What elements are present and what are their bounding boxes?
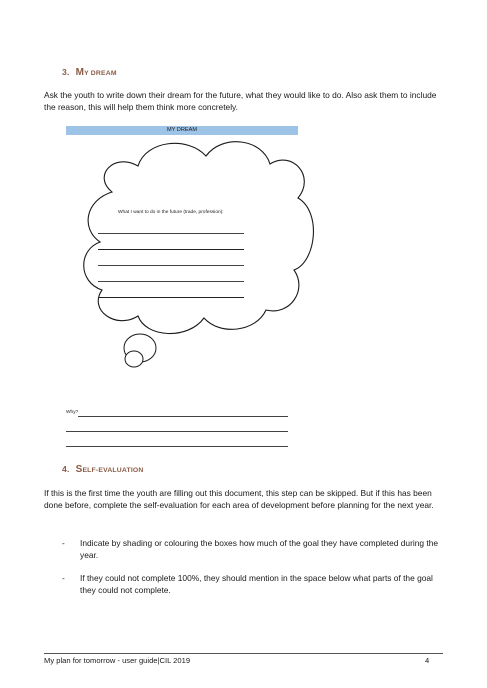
why-answer-line[interactable]	[66, 431, 288, 432]
footer-divider	[44, 653, 443, 654]
section-3-paragraph: Ask the youth to write down their dream for the future, what they would like to do. Also ask them to include the reason, this will help them think more concretely.	[44, 90, 437, 113]
why-answer-line[interactable]	[78, 416, 288, 417]
section-4-title-rest: ELF-EVALUATION	[82, 467, 144, 474]
why-label: Why?	[66, 410, 79, 415]
section-3-title-rest: Y DREAM	[84, 70, 117, 77]
section-4-title-initial: S	[75, 464, 83, 475]
dream-answer-line[interactable]	[98, 297, 244, 298]
dream-answer-line[interactable]	[98, 265, 244, 266]
dream-answer-line[interactable]	[98, 233, 244, 234]
section-3-number: 3.	[62, 67, 70, 77]
footer-title: My plan for tomorrow - user guide|CIL 2019	[44, 656, 191, 665]
thought-cloud-outline	[84, 142, 314, 334]
my-dream-banner: MY DREAM	[66, 126, 298, 135]
bullet-text: If they could not complete 100%, they should mention in the space below what parts of the goal they could not complete.	[80, 573, 433, 596]
section-3-title-initial: M	[75, 67, 85, 78]
bullet-text: Indicate by shading or colouring the boxes how much of the goal they have completed during the year.	[80, 538, 439, 561]
section-4-paragraph: If this is the first time the youth are filling out this document, this step can be skipped. But if this has been done before, complete the self-evaluation for each area of development before planning for the next year.	[44, 488, 434, 511]
section-4-number: 4.	[62, 464, 70, 474]
dream-prompt-label: What I want to do in the future (trade, profession):	[118, 210, 224, 215]
section-4-heading	[62, 464, 144, 475]
dream-answer-line[interactable]	[98, 281, 244, 282]
thought-bubble-small	[125, 351, 143, 367]
dream-answer-line[interactable]	[98, 249, 244, 250]
bullet-marker: -	[62, 573, 65, 583]
why-answer-line[interactable]	[66, 446, 288, 447]
bullet-marker: -	[62, 538, 65, 548]
page-number: 4	[425, 656, 430, 665]
